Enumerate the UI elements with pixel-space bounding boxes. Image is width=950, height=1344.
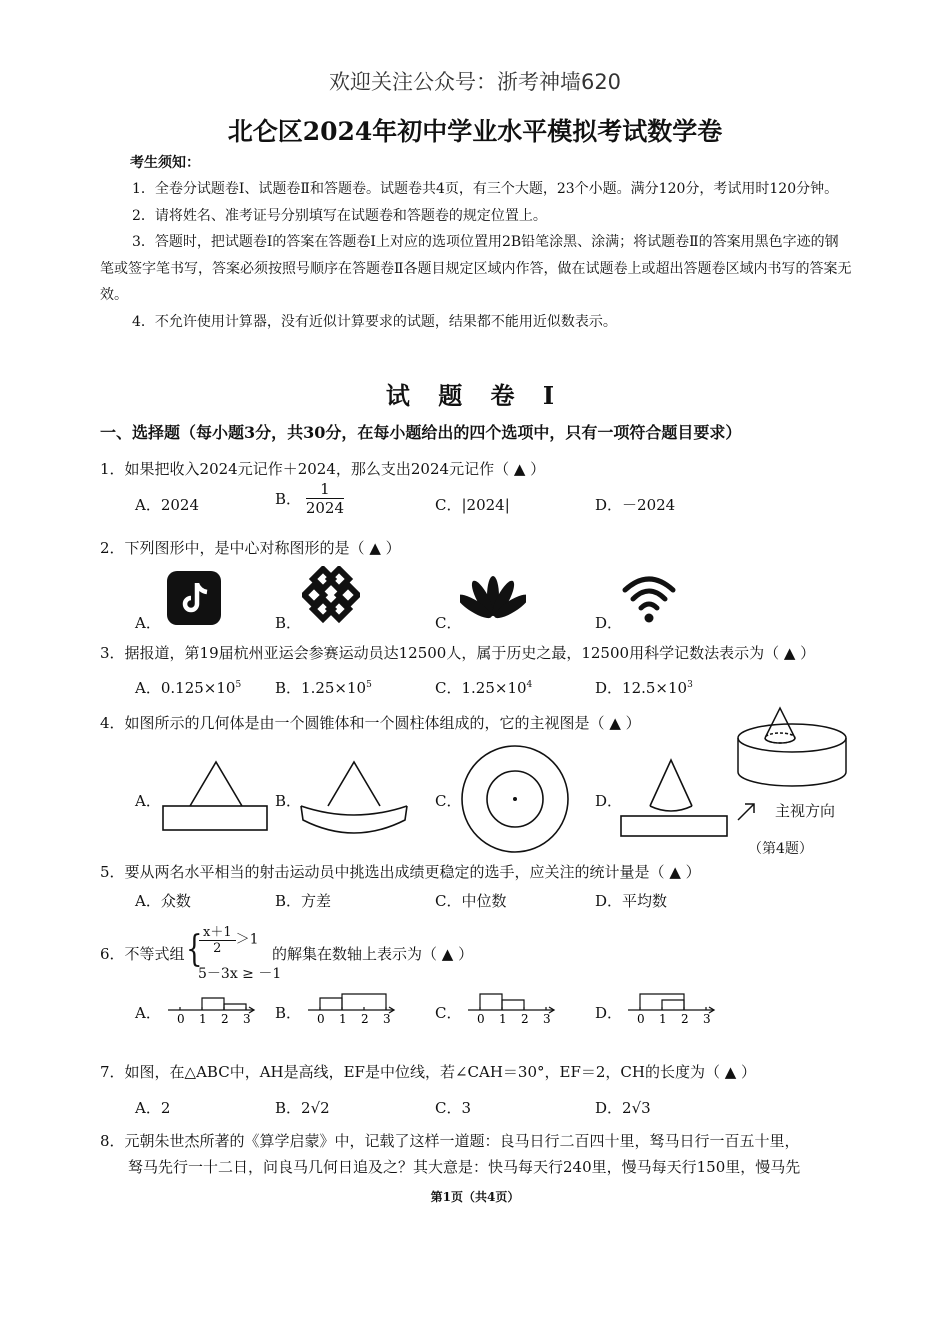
q3-option-b-text: B．1.25×10	[275, 679, 367, 697]
number-line-b	[304, 990, 398, 1028]
q3-option-d	[595, 677, 693, 698]
q6-option-b: B．	[275, 1004, 302, 1022]
brace: {	[186, 929, 203, 971]
q7-stem: 7．如图，在△ABC中，AH是高线，EF是中位线，若∠CAH＝30°，EF＝2，CH的长度为（ ▲ ）	[100, 1063, 757, 1081]
tick-label: 0	[177, 1012, 185, 1026]
numerator: x＋1	[199, 921, 236, 941]
petal-logo-icon	[460, 572, 526, 624]
q3-option-c	[435, 677, 532, 698]
notes-list	[100, 176, 852, 335]
tick-label: 3	[543, 1012, 551, 1026]
q1-stem: 1．如果把收入2024元记作＋2024，那么支出2024元记作（ ▲ ）	[100, 460, 546, 478]
page-footer: 第1页（共4页）	[430, 1190, 520, 1204]
q8-line-2: 驽马先行一十二日，问良马几何日追及之？其大意是：快马每天行240里，慢马每天行150里，慢马先	[128, 1158, 801, 1176]
tick-label: 1	[199, 1012, 207, 1026]
q2-option-c: C．	[435, 614, 462, 632]
q5-option-c: C．中位数	[435, 892, 507, 910]
note-item: 1．全卷分试题卷Ⅰ、试题卷Ⅱ和答题卷。试题卷共4页，有三个大题，23个小题。满分120分，考试用时120分钟。	[132, 181, 839, 197]
q1-option-a: A．2024	[135, 496, 200, 514]
q3-option-d-text: D．12.5×10	[595, 679, 688, 697]
q1-option-c: C．|2024|	[435, 496, 510, 514]
numerator: 1	[306, 480, 344, 499]
tiktok-logo-icon	[166, 570, 222, 626]
note-item: 3．答题时，把试题卷Ⅰ的答案在答题卷Ⅰ上对应的选项位置用2B铅笔涂黑、涂满；将试题卷Ⅱ的答案用黑色字迹的钢笔或签字笔书写，答案必须按照号顺序在答题卷Ⅱ各题目规定区域内作答，做在试题卷上或超出答题卷区域内书写的答案无效。	[100, 234, 852, 303]
q4-stem: 4．如图所示的几何体是由一个圆锥体和一个圆柱体组成的，它的主视图是（ ▲ ）	[100, 714, 641, 732]
solution-bracket	[202, 998, 224, 1010]
solution-bracket	[502, 1000, 524, 1010]
knot-logo-icon	[302, 566, 360, 624]
tick-label: 0	[477, 1012, 485, 1026]
q4-figure-b	[298, 758, 412, 836]
inequality-1-rhs: ＞1	[235, 931, 259, 948]
q7-option-c: C．3	[435, 1099, 472, 1117]
q2-option-d: D．	[595, 614, 623, 632]
inequality-2: 5－3x ≥ －1	[198, 966, 282, 982]
q7-option-b: B．2√2	[275, 1099, 330, 1117]
view-direction-arrow-icon	[734, 798, 764, 824]
tick-label: 1	[659, 1012, 667, 1026]
q4-figure-a	[160, 758, 272, 836]
solution-bracket	[320, 998, 342, 1010]
number-line-d	[624, 990, 718, 1028]
q2-option-b: B．	[275, 614, 302, 632]
tick-label: 3	[703, 1012, 711, 1026]
inequality-1	[199, 921, 259, 956]
q4-option-d: D．	[595, 792, 623, 810]
q3-option-b	[275, 677, 372, 698]
q1-option-b-label: B．	[275, 490, 302, 508]
q7-option-a: A．2	[135, 1099, 171, 1117]
tick-label: 2	[361, 1012, 369, 1026]
q5-stem: 5．要从两名水平相当的射击运动员中挑选出成绩更稳定的选手，应关注的统计量是（ ▲ ）	[100, 863, 701, 881]
q1-option-b	[275, 480, 344, 517]
q2-option-a: A．	[135, 614, 161, 632]
solution-bracket	[662, 1000, 684, 1010]
part-heading: 一、选择题（每小题3分，共30分，在每小题给出的四个选项中，只有一项符合题目要求）	[100, 423, 742, 442]
tick-label: 1	[499, 1012, 507, 1026]
tick-label: 3	[383, 1012, 391, 1026]
tick-label: 0	[317, 1012, 325, 1026]
exponent: 5	[366, 680, 372, 690]
tick-label: 2	[521, 1012, 529, 1026]
number-line-a	[164, 990, 258, 1028]
q6-stem-pre: 6．不等式组	[100, 945, 185, 963]
q3-option-a-text: A．0.125×10	[135, 679, 236, 697]
number-line-c	[464, 990, 558, 1028]
fraction	[306, 480, 344, 517]
note-item: 2．请将姓名、准考证号分别填写在试题卷和答题卷的规定位置上。	[132, 207, 547, 224]
fraction	[199, 921, 236, 956]
q4-solid-figure	[734, 702, 850, 794]
q6-option-c: C．	[435, 1004, 462, 1022]
q1-option-d: D．－2024	[595, 496, 676, 514]
q3-stem: 3．据报道，第19届杭州亚运会参赛运动员达12500人，属于历史之最，12500用科学记数法表示为（ ▲ ）	[100, 644, 816, 662]
q6-option-a: A．	[135, 1004, 161, 1022]
q5-option-d: D．平均数	[595, 892, 668, 910]
watermark: 欢迎关注公众号：浙考神墙620	[328, 70, 622, 94]
q4-caption: （第4题）	[748, 841, 813, 857]
tick-label: 3	[243, 1012, 251, 1026]
q3-option-a	[135, 677, 241, 698]
exponent: 3	[687, 680, 693, 690]
q4-option-c: C．	[435, 792, 462, 810]
tick-label: 2	[221, 1012, 229, 1026]
q6-number-lines	[0, 990, 950, 1030]
exponent: 5	[235, 680, 242, 690]
note-item: 4．不允许使用计算器，没有近似计算要求的试题，结果都不能用近似数表示。	[132, 313, 617, 330]
q7-option-d: D．2√3	[595, 1099, 651, 1117]
section-title: 试 题 卷 Ⅰ	[385, 381, 565, 410]
tick-label: 1	[339, 1012, 347, 1026]
q4-figure-d	[618, 756, 730, 838]
q6-stem-post: 的解集在数轴上表示为（ ▲ ）	[272, 945, 474, 963]
tick-label: 0	[637, 1012, 645, 1026]
notes-heading: 考生须知：	[130, 155, 200, 171]
q2-stem: 2．下列图形中，是中心对称图形的是（ ▲ ）	[100, 539, 401, 557]
solution-bracket	[224, 1004, 246, 1010]
q4-option-a: A．	[135, 792, 161, 810]
q4-figure-c	[458, 744, 572, 856]
exam-title: 北仑区2024年初中学业水平模拟考试数学卷	[227, 117, 723, 146]
wifi-icon	[620, 572, 678, 626]
denominator: 2	[213, 941, 222, 956]
view-direction-label: 主视方向	[775, 802, 836, 820]
solution-bracket	[480, 994, 502, 1010]
tick-label: 2	[681, 1012, 689, 1026]
q5-option-a: A．众数	[135, 892, 191, 910]
denominator: 2024	[305, 499, 344, 517]
q8-line-1: 8．元朝朱世杰所著的《算学启蒙》中，记载了这样一道题：良马日行二百四十里，驽马日行一百五十里，	[100, 1132, 800, 1150]
q6-option-d: D．	[595, 1004, 623, 1022]
q3-option-c-text: C．1.25×10	[435, 679, 527, 697]
exponent: 4	[526, 680, 533, 690]
q4-option-b: B．	[275, 792, 302, 810]
q5-option-b: B．方差	[275, 892, 332, 910]
